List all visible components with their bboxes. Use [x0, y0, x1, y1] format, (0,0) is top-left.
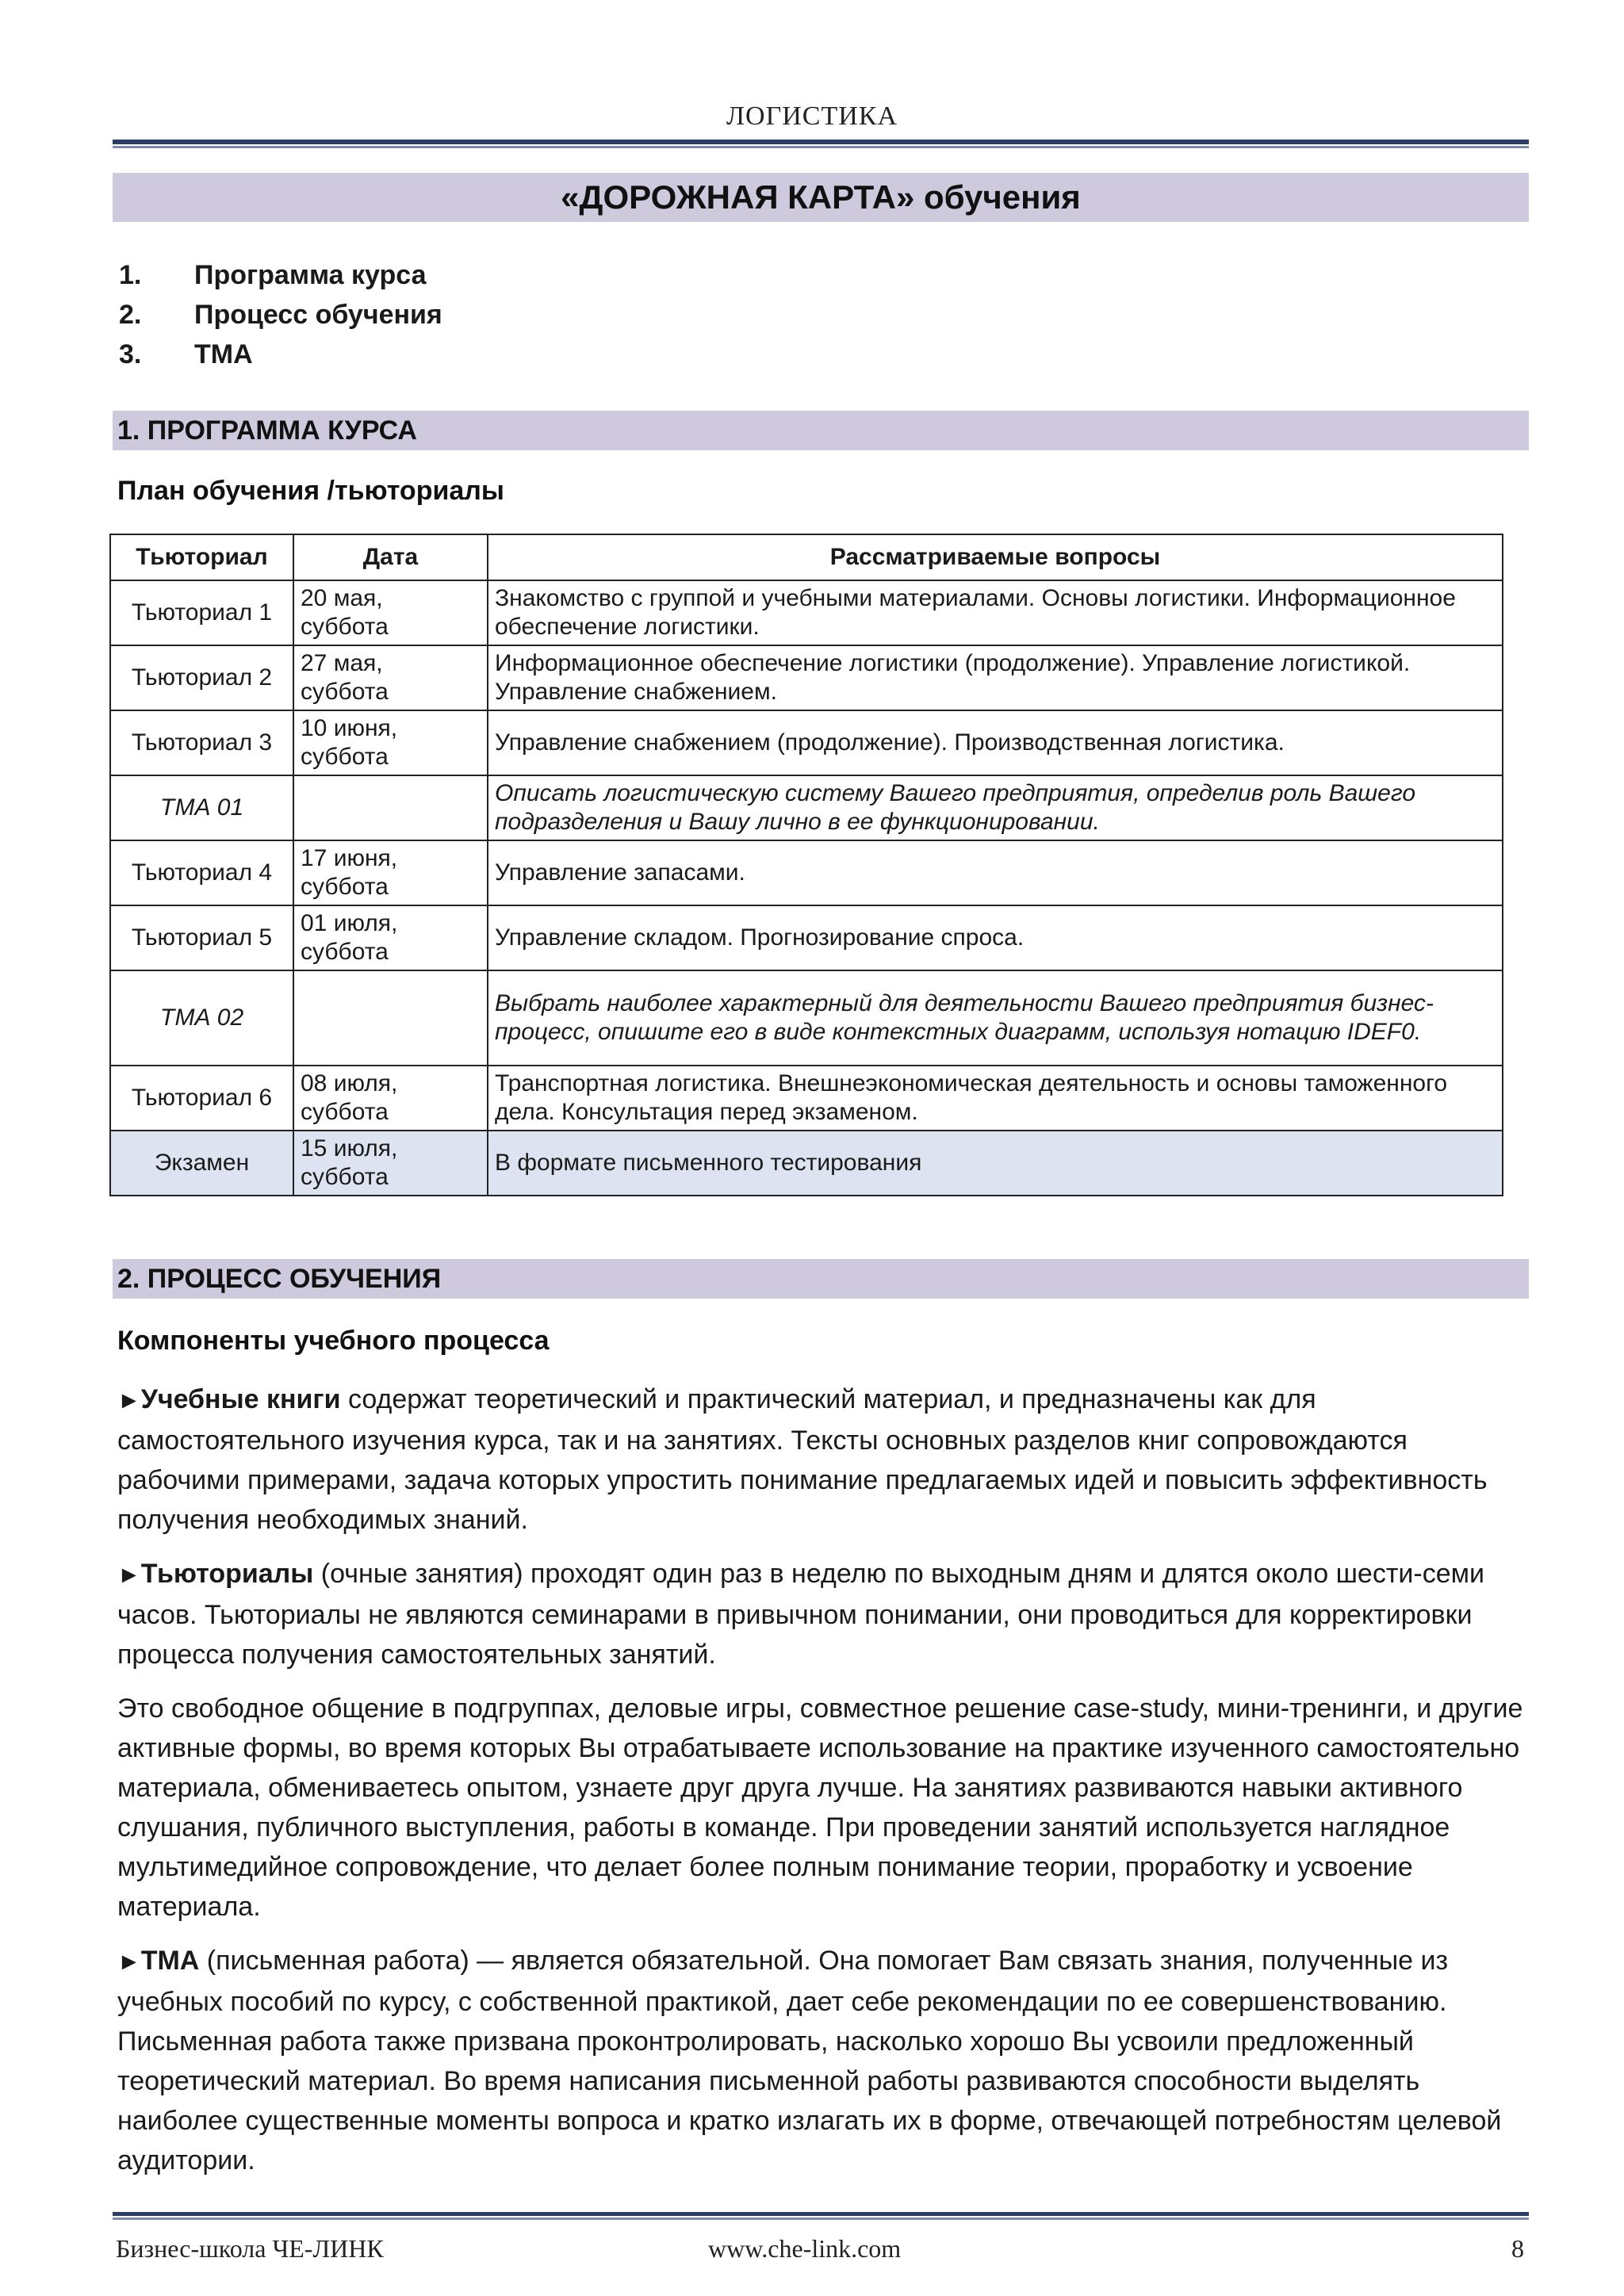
paragraph-text: (письменная работа) — является обязательной. Она помогает Вам связать знания, полученные из учебных пособий по курсу, с собственной практикой, дает себе рекомендации по ее совершенствованию. Письменная работа также призвана проконтролировать, насколько хорошо Вы усвоили предложенный теоретический материал. Во время написания письменной работы развиваются способности выделять наиболее существенные моменты вопроса и кратко излагать их в форме, отвечающей потребностям целевой аудитории.: [117, 1946, 1502, 2175]
cell-tutorial: Тьюториал 3: [110, 710, 293, 775]
footer-rule: [113, 2212, 1529, 2216]
table-of-contents: [119, 255, 442, 374]
table-row: [110, 645, 1503, 710]
cell-date: 17 июня, суббота: [293, 840, 488, 905]
col-header-topics: Рассматриваемые вопросы: [488, 534, 1503, 580]
cell-topics: Управление запасами.: [488, 840, 1503, 905]
cell-date: 10 июня, суббота: [293, 710, 488, 775]
header-rule-thin: [113, 146, 1529, 148]
toc-number: 2.: [119, 300, 142, 330]
toc-item: [119, 295, 442, 335]
cell-date: 08 июля, суббота: [293, 1066, 488, 1131]
cell-topics: Транспортная логистика. Внешнеэкономическая деятельность и основы таможенного дела. Консультация перед экзаменом.: [488, 1066, 1503, 1131]
cell-tutorial: Экзамен: [110, 1131, 293, 1196]
col-header-date: Дата: [293, 534, 488, 580]
table-row: [110, 1131, 1503, 1196]
cell-tutorial: ТМА 01: [110, 775, 293, 840]
toc-number: 3.: [119, 339, 142, 369]
term-tma: ТМА: [140, 1946, 200, 1976]
paragraph-text: содержат теоретический и практический материал, и предназначены как для самостоятельного изучения курса, так и на занятиях. Тексты основных разделов книг сопровождаются рабочими примерами, задача которых упростить понимание предлагаемых идей и повысить эффективность получения необходимых знаний.: [117, 1384, 1488, 1535]
paragraph-tma: [117, 1941, 1529, 2180]
cell-topics: В формате письменного тестирования: [488, 1131, 1503, 1196]
toc-label: ТМА: [194, 339, 253, 369]
cell-date: 20 мая, суббота: [293, 580, 488, 645]
page-title: «ДОРОЖНАЯ КАРТА» обучения: [113, 173, 1529, 222]
arrow-bullet-icon: ►: [117, 1387, 141, 1414]
table-row: [110, 580, 1503, 645]
toc-item: [119, 255, 442, 295]
paragraph-activities: Это свободное общение в подгруппах, деловые игры, совместное решение case-study, мини-тренинги, и другие активные формы, во время которых Вы отрабатываете использование на практике изученного самостоятельно материала, обмениваетесь опытом, узнаете друг друга лучше. На занятиях развиваются навыки активного слушания, публичного выступления, работы в команде. При проведении занятий используется наглядное мультимедийное сопровождение, что делает более полным понимание теории, проработку и усвоение материала.: [117, 1693, 1523, 1922]
toc-item: [119, 335, 442, 374]
table-row: [110, 710, 1503, 775]
footer-page-number: 8: [1511, 2234, 1524, 2263]
cell-topics: Управление снабжением (продолжение). Производственная логистика.: [488, 710, 1503, 775]
table-header-row: [110, 534, 1503, 580]
arrow-bullet-icon: ►: [117, 1562, 141, 1588]
term-tutorials: Тьюториалы: [140, 1559, 314, 1589]
cell-date: 15 июля, суббота: [293, 1131, 488, 1196]
footer-rule-thin: [113, 2218, 1529, 2220]
components-subheading: Компоненты учебного процесса: [117, 1326, 550, 1356]
running-title: ЛОГИСТИКА: [726, 101, 898, 131]
toc-label: Процесс обучения: [194, 300, 442, 330]
cell-tutorial: Тьюториал 1: [110, 580, 293, 645]
arrow-bullet-icon: ►: [117, 1949, 141, 1975]
footer-website-link[interactable]: www.che-link.com: [708, 2234, 902, 2263]
cell-topics: Управление складом. Прогнозирование спроса.: [488, 905, 1503, 970]
table-row: [110, 840, 1503, 905]
table-row: [110, 905, 1503, 970]
toc-number: 1.: [119, 260, 142, 290]
cell-tutorial: ТМА 02: [110, 970, 293, 1066]
cell-tutorial: Тьюториал 5: [110, 905, 293, 970]
process-body: [117, 1380, 1529, 2195]
paragraph-books: [117, 1380, 1529, 1540]
table-row: [110, 970, 1503, 1066]
cell-tutorial: Тьюториал 4: [110, 840, 293, 905]
cell-topics: Информационное обеспечение логистики (продолжение). Управление логистикой. Управление снабжением.: [488, 645, 1503, 710]
cell-date: [293, 970, 488, 1066]
col-header-tutorial: Тьюториал: [110, 534, 293, 580]
footer-school-name: Бизнес-школа ЧЕ-ЛИНК: [116, 2234, 384, 2263]
section-heading-process: 2. ПРОЦЕСС ОБУЧЕНИЯ: [113, 1259, 1529, 1299]
term-books: Учебные книги: [140, 1384, 341, 1414]
table-row: [110, 1066, 1503, 1131]
header-rule: [113, 140, 1529, 144]
section-heading-program: 1. ПРОГРАММА КУРСА: [113, 411, 1529, 450]
paragraph-text: (очные занятия) проходят один раз в неделю по выходным дням и длятся около шести-семи часов. Тьюториалы не являются семинарами в привычном понимании, они проводиться для корректировки процесса получения самостоятельных занятий.: [117, 1559, 1484, 1670]
tutorial-plan-table: [109, 534, 1503, 1196]
cell-tutorial: Тьюториал 6: [110, 1066, 293, 1131]
toc-label: Программа курса: [194, 260, 427, 290]
cell-tutorial: Тьюториал 2: [110, 645, 293, 710]
cell-date: 27 мая, суббота: [293, 645, 488, 710]
table-row: [110, 775, 1503, 840]
cell-topics: Знакомство с группой и учебными материалами. Основы логистики. Информационное обеспечение логистики.: [488, 580, 1503, 645]
plan-subheading: План обучения /тьюториалы: [117, 476, 504, 506]
cell-date: 01 июля, суббота: [293, 905, 488, 970]
cell-topics: Выбрать наиболее характерный для деятельности Вашего предприятия бизнес-процесс, опишите его в виде контекстных диаграмм, используя нотацию IDEF0.: [488, 970, 1503, 1066]
paragraph-tutorials: [117, 1554, 1529, 1674]
cell-date: [293, 775, 488, 840]
cell-topics: Описать логистическую систему Вашего предприятия, определив роль Вашего подразделения и Вашу лично в ее функционировании.: [488, 775, 1503, 840]
